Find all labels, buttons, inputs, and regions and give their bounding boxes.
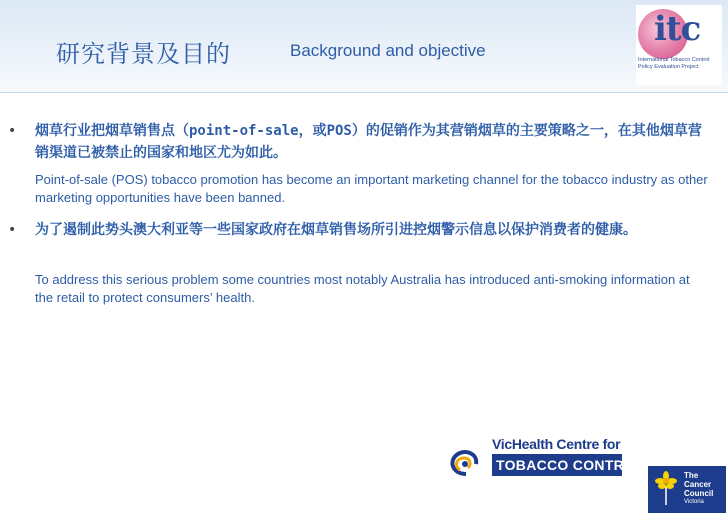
cancer-council-line1: The [684,471,699,480]
header-divider [0,92,728,93]
page-title-chinese: 研究背景及目的 [56,40,231,68]
bullet-2-english: To address this serious problem some countries most notably Australia has introduced anti-smoking information at the retail to protect consumers’ health. [35,272,690,305]
itc-logo [636,5,722,85]
cancer-council-line2: Cancer [684,480,712,489]
vichealth-logo-line2: TOBACCO CONTROL [492,454,622,476]
cancer-council-logo [648,466,726,513]
bullet-marker: • [8,123,17,139]
bullet-2-chinese: 为了遏制此势头澳大利亚等一些国家政府在烟草销售场所引进控烟警示信息以保护消费者的健康。 [35,222,637,238]
bullet-1-english: Point-of-sale (POS) tobacco promotion has become an important marketing channel for the tobacco industry as other marketing opportunities have been banned. [35,172,708,205]
itc-logo-text: itc [654,9,701,49]
itc-logo-subtitle-line2: Policy Evaluation Project [638,64,699,70]
bullet-marker: • [8,222,17,238]
vichealth-logo [446,436,645,482]
itc-logo-subtitle-line1: International Tobacco Control [638,57,710,63]
vichealth-swirl-icon [446,446,486,478]
daffodil-icon [654,470,678,506]
cancer-council-line4: Victoria [684,499,704,505]
cancer-council-logo-text [684,471,713,507]
itc-logo-subtitle [638,57,722,71]
bullet-1-chinese: 烟草行业把烟草销售点（point-of-sale，或POS）的促销作为其营销烟草的主要策略之一，在其他烟草营销渠道已被禁止的国家和地区尤为如此。 [35,123,702,161]
page-title-english: Background and objective [290,41,486,60]
cancer-council-line3: Council [684,489,714,498]
vichealth-logo-line1: VicHealth Centre for [492,436,621,452]
